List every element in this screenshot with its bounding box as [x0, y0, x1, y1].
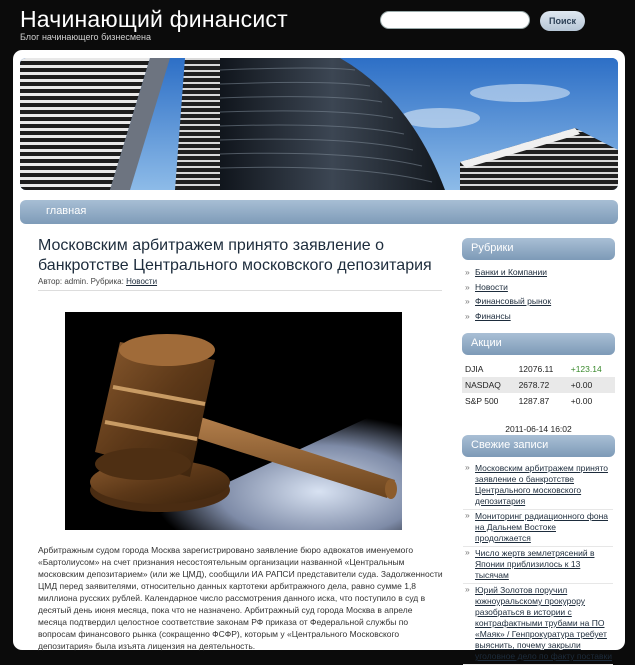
stocks-timestamp: 2011-06-14 16:02: [505, 424, 572, 434]
stock-value: 2678.72: [516, 377, 568, 393]
post-body: Арбитражным судом города Москва зарегистрировано заявление бюро адвокатов именуемого «Бартолиусом» на счет признания несостоятельным организации названной «Центральным московским депозитарием» (или же ЦМД), сообщили ИА РАПСИ представители суда. Задолженности ЦМД перед заявителями, относительно данных картотеки арбитражного дела, равно сумме 1,8 миллиона русских рублей. Календарное число рассмотрения данного иска, что поступило в суд в десятый день июня месяца, пока что не назначено. Арбитражный суд города Москва в апреле месяца подтвердил целостное соответствие законам РФ приказа от Федеральной службы по вопросам финансового рынка (сокращенно ФСФР), которым у «Центрального Московского депозитария» была изъята лицензия на деятельность.: [38, 545, 443, 651]
search-button[interactable]: Поиск: [540, 11, 585, 31]
recent-post-link[interactable]: » Число жертв землетрясений в Японии приблизилось к 13 тысячам: [463, 547, 613, 584]
nav-home-link[interactable]: главная: [46, 205, 87, 217]
content-wrapper: [13, 50, 625, 661]
stock-row: [462, 377, 615, 393]
stock-value: 12076.11: [518, 364, 554, 374]
header-banner-image: [20, 58, 618, 190]
stock-name: S&P 500: [465, 396, 499, 406]
gavel-image: [65, 312, 402, 530]
stock-row: [462, 361, 615, 377]
divider: [38, 290, 442, 291]
post-title[interactable]: Московским арбитражем принято заявление о банкротстве Центрального московского депозитария: [38, 237, 432, 274]
post-meta: [38, 277, 157, 286]
stock-value: 1287.87: [518, 396, 550, 406]
category-link[interactable]: » Финансы: [463, 309, 613, 324]
category-link[interactable]: » Банки и Компании: [463, 265, 613, 280]
recent-post-link[interactable]: » Московским арбитражем принято заявление о банкротстве Центрального московского депозитария: [463, 462, 613, 510]
stock-row: [462, 393, 615, 409]
main-nav: [20, 200, 618, 224]
recent-posts-widget-title: Свежие записи: [462, 435, 615, 457]
category-link[interactable]: » Финансовый рынок: [463, 294, 613, 309]
search-input[interactable]: [380, 11, 530, 29]
site-description: Блог начинающего бизнесмена: [20, 32, 152, 42]
categories-list: [463, 265, 613, 323]
post-meta-prefix: Автор: admin. Рубрика:: [38, 277, 124, 286]
category-link[interactable]: » Новости: [463, 280, 613, 295]
post-category-link[interactable]: Новости: [126, 277, 158, 286]
stock-change: +0.00: [570, 396, 593, 406]
stock-name: NASDAQ: [462, 377, 516, 393]
stock-name: DJIA: [465, 364, 484, 374]
stock-change: +123.14: [570, 364, 602, 374]
categories-widget-title: Рубрики: [462, 238, 615, 260]
recent-post-link[interactable]: » Юрий Золотов поручил южноуральскому прокурору разобраться в истории с контрафактными трубами на ПО «Маяк» / Генпрокуратура требует выяснить, почему закрыли уголовное дело по факту поставки: [463, 584, 613, 665]
stock-change: +0.00: [568, 377, 615, 393]
stocks-table: [462, 361, 615, 409]
recent-post-link[interactable]: » Мониторинг радиационного фона на Дальнем Востоке продолжается: [463, 510, 613, 547]
recent-posts-list: [463, 462, 613, 665]
stocks-widget-title: Акции: [462, 333, 615, 355]
site-title[interactable]: Начинающий финансист: [20, 6, 288, 32]
